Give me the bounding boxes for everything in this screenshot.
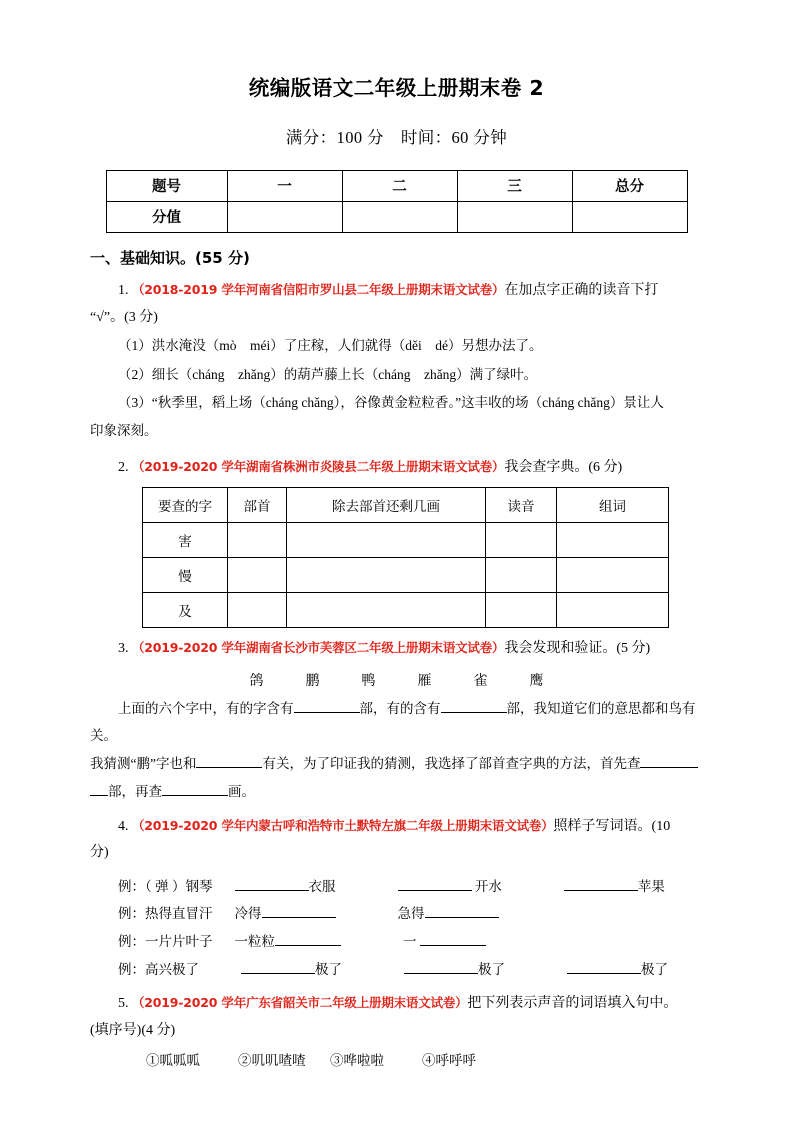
section-heading: 一、基础知识。(55 分)	[90, 248, 250, 267]
option-item[interactable]: ③哗啦啦	[330, 1052, 384, 1068]
question-5-text: 把下列表示声音的词语填入句中。	[467, 996, 678, 1012]
page-title: 统编版语文二年级上册期末卷 2	[248, 76, 545, 100]
answer-blank[interactable]	[294, 700, 360, 714]
question-5-source: （2019-2020 学年广东省韶关市二年级上册期末语文试卷）	[132, 995, 468, 1011]
column-header: 除去部首还剩几画	[287, 488, 486, 523]
question-2-text: 我会查字典。(6 分)	[504, 459, 623, 475]
dictionary-table	[142, 487, 669, 628]
dict-answer-cell[interactable]	[557, 558, 669, 593]
question-1-source: （2018-2019 学年河南省信阳市罗山县二年级上册期末语文试卷）	[132, 282, 505, 298]
option-item[interactable]: ②叽叽喳喳	[238, 1052, 306, 1068]
question-1-number: 1.	[118, 283, 129, 299]
example-lead: 例：（ 弹 ）钢琴	[118, 878, 213, 894]
example-word: 衣服	[308, 878, 336, 894]
answer-blank[interactable]	[398, 877, 472, 891]
example-lead: 例：高兴极了	[118, 961, 199, 977]
option-item[interactable]: ④呼呼呼	[422, 1052, 476, 1068]
example-word: 急得	[397, 906, 425, 922]
dict-char-cell: 害	[143, 523, 228, 558]
question-2-number: 2.	[118, 459, 129, 475]
dict-char-cell: 及	[143, 593, 228, 628]
question-1-item: （3）“秋季里，稻上场（cháng chǎng），谷像黄金粒粒香。”这丰收的场（cháng chǎng）景让人	[118, 394, 664, 410]
table-row	[106, 170, 687, 201]
score-row-label: 分值	[106, 201, 227, 232]
example-word: 一粒粒	[234, 934, 275, 950]
question-4-example-1	[90, 873, 703, 901]
dict-answer-cell[interactable]	[287, 523, 486, 558]
dict-answer-cell[interactable]	[228, 558, 287, 593]
question-5-number: 5.	[118, 996, 129, 1012]
example-word: 极了	[478, 961, 505, 977]
question-4-number: 4.	[118, 818, 129, 834]
example-word: 苹果	[637, 878, 665, 894]
question-4-example-3	[90, 928, 703, 956]
dict-answer-cell[interactable]	[486, 558, 557, 593]
question-1-prompt-cont: “√”。(3 分)	[90, 309, 158, 325]
dict-answer-cell[interactable]	[557, 593, 669, 628]
dict-answer-cell[interactable]	[228, 593, 287, 628]
q3-text-b: 部，有的含有	[359, 701, 441, 717]
score-table	[106, 170, 688, 233]
dict-answer-cell[interactable]	[287, 558, 486, 593]
answer-blank[interactable]	[162, 782, 228, 796]
answer-blank[interactable]	[241, 960, 315, 974]
answer-blank[interactable]	[420, 932, 486, 946]
question-3-number: 3.	[118, 641, 129, 657]
answer-blank[interactable]	[564, 877, 638, 891]
question-3-source: （2019-2020 学年湖南省长沙市芙蓉区二年级上册期末语文试卷）	[132, 640, 505, 656]
q3-text-f: 部，再查	[108, 784, 162, 800]
table-row	[143, 488, 669, 523]
q3-text-g: 画。	[228, 784, 255, 800]
question-1-item: （1）洪水淹没（mò méi）了庄稼，人们就得（děi dé）另想办法了。	[118, 338, 543, 354]
dict-answer-cell[interactable]	[486, 523, 557, 558]
answer-blank[interactable]	[567, 960, 641, 974]
option-item[interactable]: ①呱呱呱	[146, 1052, 200, 1068]
question-3-body-line-1	[90, 696, 703, 749]
question-3-prompt	[90, 636, 703, 663]
example-word: 极了	[641, 961, 668, 977]
score-cell: 三	[457, 170, 572, 201]
question-4-source: （2019-2020 学年内蒙古呼和浩特市土默特左旗二年级上册期末语文试卷）	[132, 817, 554, 833]
q3-text-a: 上面的六个字中，有的字含有	[118, 701, 294, 717]
table-row	[143, 523, 669, 558]
score-cell: 二	[342, 170, 457, 201]
table-row	[143, 593, 669, 628]
example-word: 一	[403, 934, 417, 950]
table-row	[143, 558, 669, 593]
question-1-prompt	[90, 278, 703, 305]
q3-text-e: 有关，为了印证我的猜测，我选择了部首查字典的方法，首先查	[262, 755, 641, 771]
dictionary-table-wrapper	[90, 487, 703, 628]
score-cell: 一	[227, 170, 342, 201]
question-1-item: （2）细长（cháng zhǎng）的葫芦藤上长（cháng zhǎng）满了绿叶。	[118, 366, 538, 382]
question-3-body-line-2	[90, 751, 703, 777]
answer-blank[interactable]	[640, 754, 698, 768]
example-word: 冷得	[234, 906, 262, 922]
example-word: 极了	[315, 961, 342, 977]
q3-text-c: 部，我知道它们的意思都和鸟有关。	[90, 701, 696, 743]
score-row-label: 题号	[106, 170, 227, 201]
question-1-text: 在加点字正确的读音下打	[504, 283, 659, 299]
question-5-prompt-cont: (填序号)(4 分)	[90, 1023, 176, 1039]
answer-blank[interactable]	[90, 782, 108, 796]
example-lead: 例：热得直冒汗	[118, 906, 213, 922]
question-2-source: （2019-2020 学年湖南省株洲市炎陵县二年级上册期末语文试卷）	[132, 458, 505, 474]
example-word: 开水	[474, 878, 502, 894]
question-5-options	[90, 1047, 703, 1074]
question-2-prompt	[90, 455, 703, 482]
answer-blank[interactable]	[196, 754, 262, 768]
q3-text-d: 我猜测“鹏”字也和	[90, 755, 197, 771]
question-4-example-4	[90, 956, 703, 984]
answer-blank[interactable]	[262, 905, 336, 919]
column-header: 读音	[486, 488, 557, 523]
score-cell[interactable]	[457, 201, 572, 232]
answer-blank[interactable]	[425, 905, 499, 919]
question-4-prompt	[90, 814, 703, 841]
question-4-example-2	[90, 900, 703, 928]
dict-answer-cell[interactable]	[228, 523, 287, 558]
question-1-item-cont: 印象深刻。	[90, 423, 158, 439]
score-cell: 总分	[572, 170, 687, 201]
dict-answer-cell[interactable]	[557, 523, 669, 558]
score-cell[interactable]	[342, 201, 457, 232]
dict-answer-cell[interactable]	[486, 593, 557, 628]
example-lead: 例：一片片叶子	[118, 934, 213, 950]
question-4-prompt-cont: 分)	[90, 845, 109, 861]
column-header: 要查的字	[143, 488, 228, 523]
table-row	[106, 201, 687, 232]
question-3-text: 我会发现和验证。(5 分)	[504, 641, 651, 657]
answer-blank[interactable]	[441, 700, 507, 714]
question-5-prompt	[90, 991, 703, 1018]
question-4-text: 照样子写词语。(10	[553, 818, 671, 834]
answer-blank[interactable]	[275, 932, 341, 946]
exam-meta: 满分：100 分 时间：60 分钟	[285, 127, 508, 147]
answer-blank[interactable]	[235, 877, 309, 891]
dict-char-cell: 慢	[143, 558, 228, 593]
question-3-character-list: 鸽 鹏 鸭 雁 雀 鹰	[249, 673, 558, 689]
column-header: 部首	[228, 488, 287, 523]
score-cell[interactable]	[572, 201, 687, 232]
answer-blank[interactable]	[404, 960, 478, 974]
question-3-body-line-3	[90, 779, 703, 805]
column-header: 组词	[557, 488, 669, 523]
dict-answer-cell[interactable]	[287, 593, 486, 628]
score-cell[interactable]	[227, 201, 342, 232]
